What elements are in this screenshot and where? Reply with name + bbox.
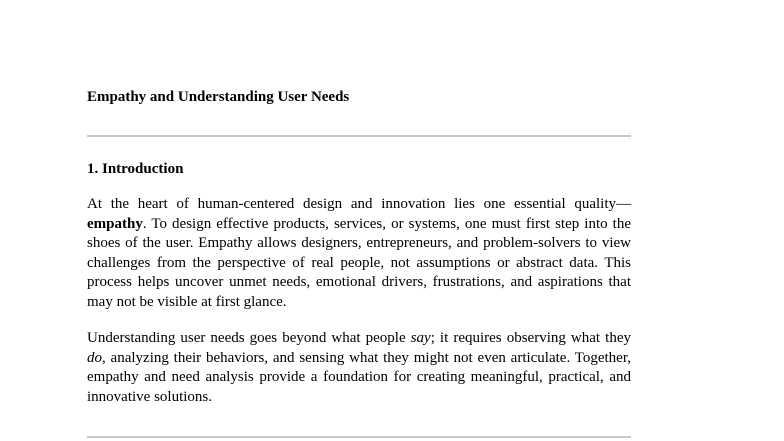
paragraph-text: Understanding user needs goes beyond what people	[87, 330, 411, 346]
paragraph-text: . To design effective products, services, or systems, one must first step into the shoes of the user. Empathy allows designers, entrepreneurs, and problem-solvers to view challenges from the perspective of real people, not assumptions or abstract data. This process helps uncover unmet needs, emotional drivers, frustrations, and aspirations that may not be visible at first glance.	[87, 215, 631, 310]
intro-paragraph-2	[87, 329, 631, 407]
paragraph-text: , analyzing their behaviors, and sensing what they might not even articulate. Together, empathy and need analysis provide a foundation for creating meaningful, practical, and innovative solutions.	[87, 349, 631, 405]
emphasis-do: do	[87, 349, 102, 366]
section-heading: 1. Introduction	[87, 161, 184, 177]
section-divider	[87, 436, 631, 438]
emphasis-empathy: empathy	[87, 215, 143, 232]
title-divider	[87, 135, 631, 137]
emphasis-say: say	[410, 330, 431, 346]
paragraph-text: ; it requires observing what they	[430, 330, 631, 346]
intro-paragraph-1	[87, 195, 631, 313]
document-title: Empathy and Understanding User Needs	[87, 89, 350, 105]
paragraph-text: At the heart of human-centered design and innovation lies one essential quality—	[87, 196, 631, 212]
